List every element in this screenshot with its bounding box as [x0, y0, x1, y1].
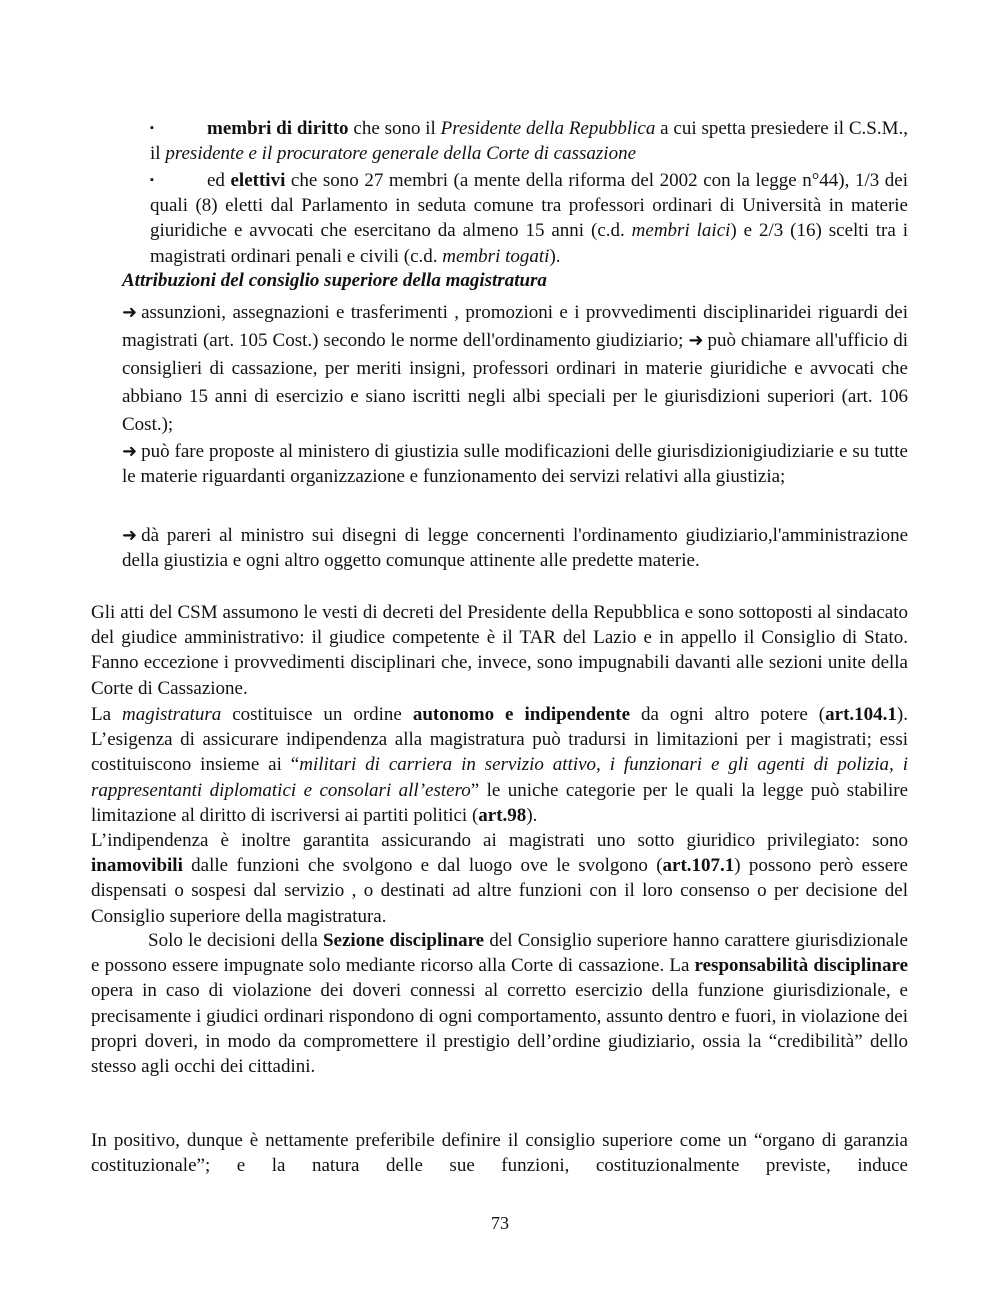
paragraph-sezione-disciplinare: Solo le decisioni della Sezione disciplinare del Consiglio superiore hanno carattere giurisdizionale e possono essere impugnate solo mediante ricorso alla Corte di cassazione. La responsabilità disciplinare opera in caso di violazione dei doveri connessi al corretto esercizio della funzione giurisdizionale, e precisamente i giudici ordinari rispondono di ogni comportamento, assunto dentro e fuori, in violazione dei propri doveri, in modo da compromettere il prestigio dell’ordine giudiziario, ossia la “credibilità” dello stesso agli occhi dei cittadini.	[91, 930, 909, 1078]
bullet-bold: elettivi	[230, 170, 286, 191]
attribution-item: ➜ dà pareri al ministro sui disegni di legge concernenti l'ordinamento giudiziario,l'amministrazione della giustizia e ogni altro oggetto comunque attinente alle predette materie.	[122, 525, 908, 572]
arrow-right-icon: ➜	[122, 525, 138, 546]
paragraph-magistratura: La magistratura costituisce un ordine autonomo e indipendente da ogni altro potere (art.104.1). L’esigenza di assicurare indipendenza alla magistratura può tradursi in limitazioni per i magistrati; essi costituiscono insieme ai “militari di carriera in servizio attivo, i funzionari e gli agenti di polizia, i rappresentanti diplomatici e consolari all’estero” le uniche categorie per le quali la legge può stabilire limitazione al diritto di iscriversi ai partiti politici (art.98).	[91, 704, 908, 826]
section-heading: Attribuzioni del consiglio superiore della magistratura	[122, 270, 547, 291]
arrow-right-icon: ➜	[122, 302, 138, 323]
arrow-right-icon: ➜	[688, 330, 704, 351]
arrow-right-icon: ➜	[122, 441, 138, 462]
square-bullet-icon: ▪	[150, 122, 154, 134]
attribution-item: ➜ assunzioni, assegnazioni e trasferimenti , promozioni e i provvedimenti disciplinaridei riguardi dei magistrati (art. 105 Cost.) secondo le norme dell'ordinamento giudiziario; ➜ può chiamare all'ufficio di consiglieri di cassazione, per meriti insigni, professori ordinari in materie giuridiche e avvocati che abbiano 15 anni di esercizio e siano iscritti negli albi speciali per le giurisdizioni superiori (art. 106 Cost.);	[122, 302, 908, 435]
paragraph-in-positivo: In positivo, dunque è nettamente preferibile definire il consiglio superiore come un “organo di garanzia costituzionale”; e la natura delle sue funzioni, costituzionalmente previste, induce	[91, 1130, 908, 1177]
square-bullet-icon: ▪	[150, 174, 154, 186]
paragraph-atti: Gli atti del CSM assumono le vesti di decreti del Presidente della Repubblica e sono sottoposti al sindacato del giudice amministrativo: il giudice competente è il TAR del Lazio e in appello il Consiglio di Stato. Fanno eccezione i provvedimenti disciplinari che, invece, sono impugnabili davanti alle sezioni unite della Corte di Cassazione.	[91, 602, 908, 699]
attribution-item: ➜ può fare proposte al ministero di giustizia sulle modificazioni delle giurisdizionigiudiziarie e su tutte le materie riguardanti organizzazione e funzionamento dei servizi relativi alla giustizia;	[122, 441, 908, 488]
bullet-item: ▪ ed elettivi che sono 27 membri (a mente della riforma del 2002 con la legge n°44), 1/3 dei quali (8) eletti dal Parlamento in seduta comune tra professori ordinari di Università in materie giuridiche e avvocati che esercitano da almeno 15 anni (c.d. membri laici) e 2/3 (16) scelti tra i magistrati ordinari penali e civili (c.d. membri togati).	[150, 170, 908, 267]
paragraph-indipendenza: L’indipendenza è inoltre garantita assicurando ai magistrati uno sotto giuridico privilegiato: sono inamovibili dalle funzioni che svolgono e dal luogo ove le svolgono (art.107.1) possono però essere dispensati o sospesi dal servizio , o destinati ad altre funzioni con il loro consenso o per decisione del Consiglio superiore della magistratura.	[91, 830, 908, 927]
bullet-item: ▪ membri di diritto che sono il Presidente della Repubblica a cui spetta presiedere il C.S.M., il presidente e il procuratore generale della Corte di cassazione	[150, 118, 908, 165]
bullet-bold: membri di diritto	[207, 118, 349, 139]
page-number: 73	[491, 1213, 509, 1233]
